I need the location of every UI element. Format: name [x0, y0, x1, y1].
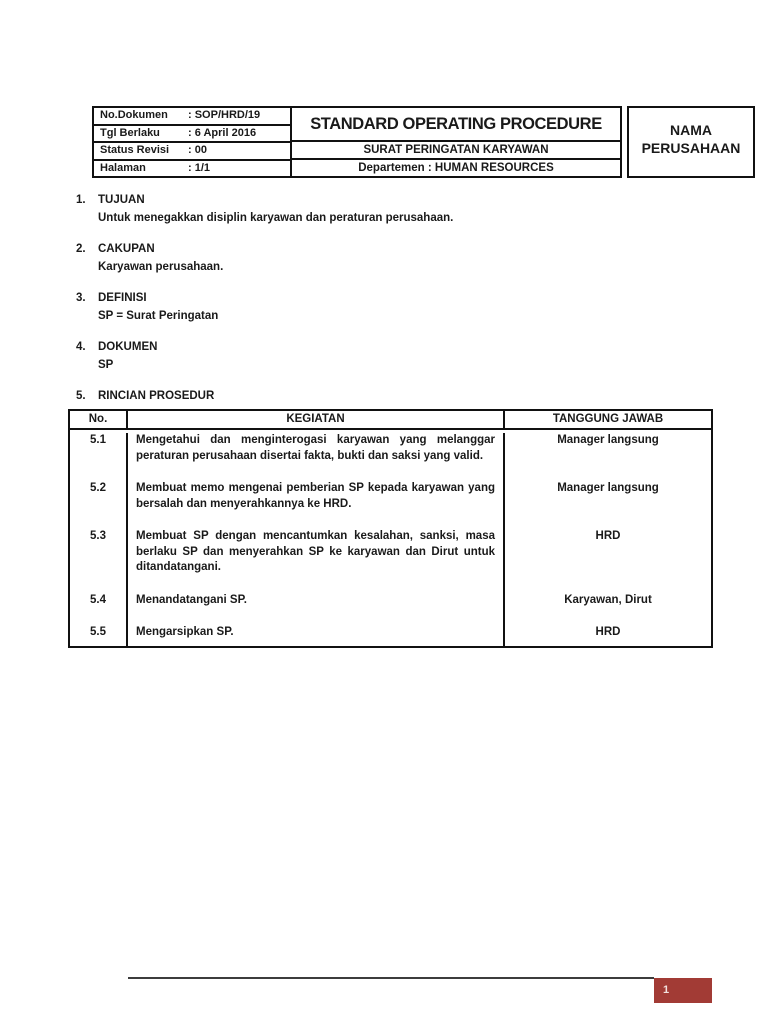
meta-label: Status Revisi [100, 144, 170, 157]
procedure-table [68, 409, 713, 648]
document-subtitle: SURAT PERINGATAN KARYAWAN [363, 144, 549, 156]
document-title: STANDARD OPERATING PROCEDURE [292, 108, 620, 142]
section-block [76, 193, 716, 226]
company-name-box: NAMA PERUSAHAAN [627, 106, 755, 178]
meta-row [94, 124, 290, 142]
section-heading: CAKUPAN [98, 243, 155, 255]
meta-value: : 00 [188, 144, 207, 157]
section-heading-line [76, 242, 716, 257]
cell-tanggung-jawab: HRD [595, 530, 621, 542]
table-row [70, 529, 711, 593]
meta-row [94, 159, 290, 177]
header-table [92, 106, 755, 178]
section-content: Untuk menegakkan disiplin karyawan dan peraturan perusahaan. [98, 212, 454, 224]
meta-label: No.Dokumen [100, 109, 168, 122]
cell-kegiatan: Membuat memo mengenai pemberian SP kepada karyawan yang bersalah dan menyerahkannya ke HRD. [128, 481, 505, 529]
procedure-table-body [70, 430, 711, 646]
footer-divider-line [128, 977, 654, 979]
cell-no: 5.2 [70, 481, 128, 529]
cell-kegiatan: Membuat SP dengan mencantumkan kesalahan, sanksi, masa berlaku SP dan menyerahkan SP ke karyawan dan Dirut untuk ditandatangani. [128, 529, 505, 593]
table-row [70, 433, 711, 481]
section-heading: DOKUMEN [98, 341, 158, 353]
section-heading-line [76, 389, 716, 404]
cell-no: 5.3 [70, 529, 128, 593]
procedure-table-header [70, 411, 711, 430]
meta-value: : 6 April 2016 [188, 126, 257, 139]
table-row [70, 593, 711, 626]
cell-kegiatan: Mengarsipkan SP. [128, 625, 505, 646]
section-number: 3. [76, 292, 86, 304]
section-heading: DEFINISI [98, 292, 147, 304]
section-number: 1. [76, 194, 86, 206]
table-row [70, 481, 711, 529]
cell-tanggung-jawab: HRD [595, 626, 621, 638]
page-number-badge: 1 [654, 978, 712, 1003]
section-block [76, 389, 716, 404]
section-block [76, 340, 716, 373]
section-heading-line [76, 340, 716, 355]
cell-kegiatan: Mengetahui dan menginterogasi karyawan yang melanggar peraturan perusahaan disertai fakta, bukti dan saksi yang valid. [128, 433, 505, 481]
meta-row [94, 141, 290, 159]
section-number: 5. [76, 390, 86, 402]
section-content: SP = Surat Peringatan [98, 310, 219, 322]
meta-value: : SOP/HRD/19 [188, 109, 261, 122]
cell-no: 5.4 [70, 593, 128, 626]
cell-no: 5.5 [70, 625, 128, 646]
cell-tanggung-jawab: Manager langsung [557, 434, 659, 446]
section-number: 4. [76, 341, 86, 353]
section-heading-line [76, 193, 716, 208]
document-department: Departemen : HUMAN RESOURCES [292, 158, 620, 176]
section-heading: TUJUAN [98, 194, 145, 206]
cell-no: 5.1 [70, 433, 128, 481]
column-header-tanggung-jawab: TANGGUNG JAWAB [552, 413, 664, 425]
column-header-kegiatan: KEGIATAN [128, 411, 505, 428]
header-center-column [292, 106, 622, 178]
section-block [76, 291, 716, 324]
section-content: Karyawan perusahaan. [98, 261, 224, 273]
header-meta-column [92, 106, 292, 178]
table-row [70, 625, 711, 646]
section-block [76, 242, 716, 275]
section-heading: RINCIAN PROSEDUR [98, 390, 215, 402]
cell-tanggung-jawab: Karyawan, Dirut [564, 593, 652, 606]
meta-value: : 1/1 [188, 161, 211, 174]
meta-label: Halaman [100, 161, 146, 174]
section-heading-line [76, 291, 716, 306]
cell-kegiatan: Menandatangani SP. [128, 593, 505, 626]
meta-row [94, 108, 290, 124]
cell-tanggung-jawab: Manager langsung [557, 482, 659, 494]
column-header-no: No. [70, 411, 128, 428]
section-number: 2. [76, 243, 86, 255]
section-content: SP [98, 359, 114, 371]
sections-list [76, 193, 716, 420]
meta-label: Tgl Berlaku [100, 126, 160, 139]
